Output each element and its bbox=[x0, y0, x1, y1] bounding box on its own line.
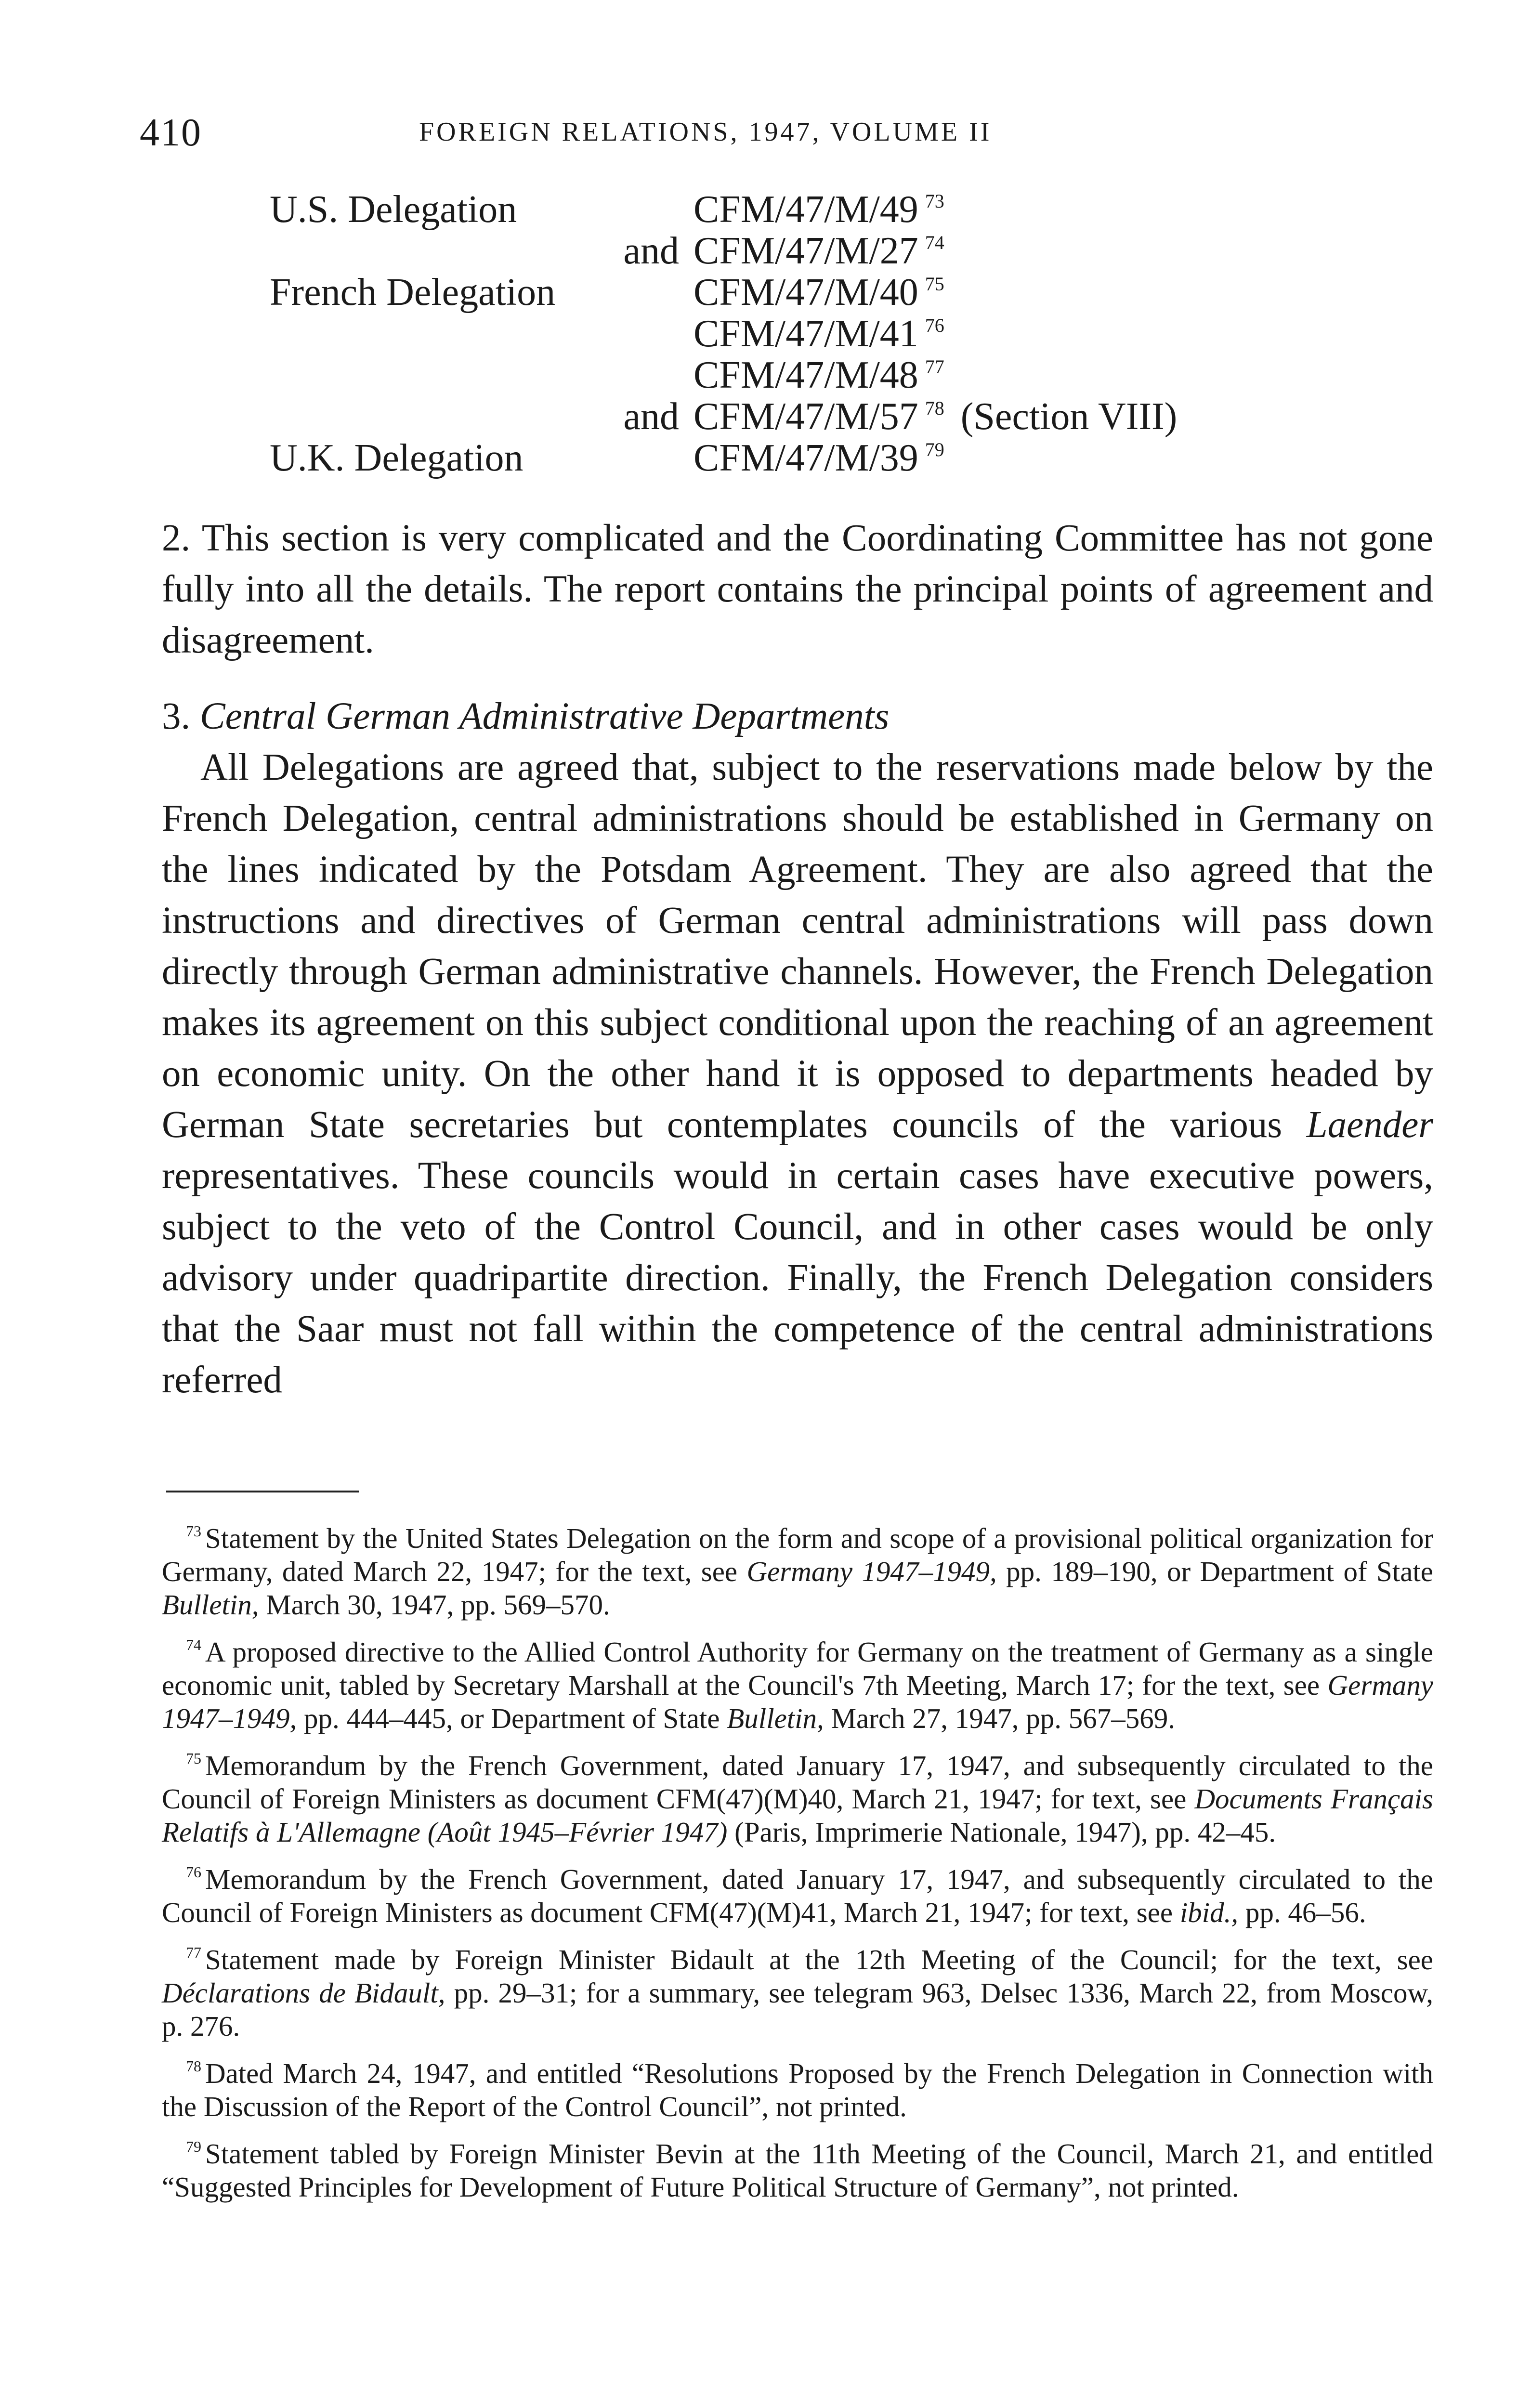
paragraph-3-part-b: representatives. These councils would in certain cases have executive powers, subject to the veto of the Control Council, and in other cases would be only advisory under quadripartite direction. Finally, the French Delegation considers that the Saar must not fall within the competence of the central administrations referred bbox=[162, 1155, 1433, 1401]
section-3-title: Central German Administrative Departments bbox=[200, 695, 890, 737]
section-3 bbox=[162, 691, 1433, 1406]
document-code: CFM/47/M/27 bbox=[694, 230, 918, 272]
page-number: 410 bbox=[140, 110, 202, 154]
footnote-text: March 27, 1947, pp. 567–569. bbox=[831, 1702, 1176, 1734]
document-code: CFM/47/M/48 bbox=[694, 354, 918, 396]
reference-row bbox=[144, 353, 1445, 395]
reference-row bbox=[144, 312, 1445, 353]
footnote-text: pp. 189–190, or Department of State bbox=[1006, 1556, 1433, 1587]
reference-document bbox=[694, 436, 944, 480]
footnote-marker: 79 bbox=[925, 439, 944, 460]
footnote-citation: Germany 1947–1949, bbox=[746, 1556, 997, 1587]
paragraph-3 bbox=[162, 742, 1433, 1406]
footnote-text: Dated March 24, 1947, and entitled “Resolutions Proposed by the French Delegation in Connection with the Discussion of the Report of the Control Council”, not printed. bbox=[162, 2057, 1433, 2122]
footnote-number: 78 bbox=[186, 2057, 201, 2075]
footnote-text: pp. 46–56. bbox=[1245, 1897, 1366, 1928]
reference-document bbox=[694, 188, 944, 232]
footnote-78 bbox=[162, 2050, 1433, 2123]
footnote-74 bbox=[162, 1628, 1433, 1735]
footnote-text: pp. 444–445, or Department of State bbox=[304, 1702, 720, 1734]
reference-note: (Section VIII) bbox=[960, 395, 1178, 438]
document-code: CFM/47/M/49 bbox=[694, 188, 918, 231]
footnote-marker: 75 bbox=[925, 273, 944, 295]
footnote-marker: 76 bbox=[925, 314, 944, 336]
footnote-marker: 74 bbox=[925, 232, 944, 253]
footnote-number: 79 bbox=[186, 2138, 201, 2155]
section-3-heading bbox=[162, 691, 1433, 742]
footnote-divider bbox=[166, 1491, 359, 1492]
running-head: FOREIGN RELATIONS, 1947, VOLUME II bbox=[419, 117, 992, 147]
footnote-73 bbox=[162, 1515, 1433, 1622]
reference-document bbox=[694, 312, 944, 356]
page-header bbox=[140, 110, 1440, 158]
footnote-text: (Paris, Imprimerie Nationale, 1947), pp. 42–45. bbox=[734, 1816, 1276, 1848]
reference-party: and bbox=[623, 230, 679, 272]
footnote-77 bbox=[162, 1936, 1433, 2043]
footnote-citation: Bulletin, bbox=[162, 1589, 259, 1621]
document-code: CFM/47/M/57 bbox=[694, 395, 918, 438]
reference-party: and bbox=[623, 395, 679, 438]
reference-document bbox=[694, 271, 944, 314]
reference-row bbox=[144, 188, 1445, 229]
paragraph-2: 2. This section is very complicated and the Coordinating Committee has not gone fully into all the details. The report contains the principal points of agreement and disagreement. bbox=[162, 517, 1433, 661]
reference-document bbox=[694, 229, 944, 273]
footnote-number: 77 bbox=[186, 1944, 201, 1961]
footnote-text: Statement by the United States Delegation on the form and scope of a provisional political organization for Germany, dated March 22, 1947; for the text, see bbox=[162, 1522, 1433, 1587]
footnote-text: March 30, 1947, pp. 569–570. bbox=[266, 1589, 610, 1621]
footnote-marker: 78 bbox=[925, 397, 944, 419]
footnote-text: pp. 29–31; for a summary, see telegram 963, Delsec 1336, March 22, from Moscow, p. 276. bbox=[162, 1977, 1434, 2042]
footnote-citation: Germany 1947–1949, bbox=[162, 1669, 1433, 1734]
footnote-text: Memorandum by the French Government, dated January 17, 1947, and subsequently circulated to the Council of Foreign Ministers as document CFM(47)(M)41, March 21, 1947; for text, see bbox=[162, 1863, 1433, 1928]
footnote-number: 76 bbox=[186, 1863, 201, 1881]
footnote-citation: Documents Français Relatifs à L'Allemagne (Août 1945–Février 1947) bbox=[162, 1783, 1434, 1848]
reference-row bbox=[144, 436, 1445, 478]
footnote-79 bbox=[162, 2130, 1433, 2204]
footnote-text: Memorandum by the French Government, dated January 17, 1947, and subsequently circulated to the Council of Foreign Ministers as document CFM(47)(M)40, March 21, 1947; for text, see bbox=[162, 1750, 1433, 1815]
footnote-number: 73 bbox=[186, 1522, 201, 1540]
section-3-number: 3. bbox=[162, 695, 191, 737]
footnote-marker: 73 bbox=[925, 190, 944, 212]
reference-party: U.S. Delegation bbox=[270, 188, 517, 231]
reference-row bbox=[144, 229, 1445, 271]
reference-document bbox=[694, 395, 1177, 439]
footnote-76 bbox=[162, 1856, 1433, 1929]
footnote-75 bbox=[162, 1742, 1433, 1849]
reference-party: French Delegation bbox=[270, 271, 556, 314]
laender-term: Laender bbox=[1306, 1104, 1433, 1146]
document-code: CFM/47/M/40 bbox=[694, 271, 918, 314]
document-code: CFM/47/M/39 bbox=[694, 437, 918, 479]
document-code: CFM/47/M/41 bbox=[694, 313, 918, 355]
footnote-text: Statement tabled by Foreign Minister Bevin at the 11th Meeting of the Council, March 21, and entitled “Suggested Principles for Development of Future Political Structure of Germany”, not printed. bbox=[162, 2138, 1433, 2203]
reference-row bbox=[144, 395, 1445, 436]
footnote-text: A proposed directive to the Allied Control Authority for Germany on the treatment of Germany as a single economic unit, tabled by Secretary Marshall at the Council's 7th Meeting, March 17; for the text, see bbox=[162, 1636, 1433, 1701]
footnote-number: 74 bbox=[186, 1636, 201, 1653]
footnote-citation: Bulletin, bbox=[727, 1702, 824, 1734]
body-text bbox=[162, 513, 1433, 666]
reference-document bbox=[694, 353, 944, 397]
reference-table bbox=[144, 188, 1445, 478]
reference-party: U.K. Delegation bbox=[270, 437, 523, 479]
footnotes bbox=[162, 1515, 1433, 2211]
paragraph-3-part-a: All Delegations are agreed that, subject to the reservations made below by the French Delegation, central administrations should be established in Germany on the lines indicated by the Potsdam Agreement. They are also agreed that the instructions and directives of German central administrations will pass down directly through German administrative channels. However, the French Delegation makes its agreement on this subject conditional upon the reaching of an agreement on economic unity. On the other hand it is opposed to departments headed by German State secretaries but contemplates councils of the various bbox=[162, 746, 1433, 1146]
footnote-text: Statement made by Foreign Minister Bidault at the 12th Meeting of the Council; for the text, see bbox=[205, 1944, 1433, 1976]
footnote-citation: ibid., bbox=[1179, 1897, 1239, 1928]
footnote-marker: 77 bbox=[925, 356, 944, 378]
footnote-number: 75 bbox=[186, 1750, 201, 1767]
footnote-citation: Déclarations de Bidault, bbox=[162, 1977, 445, 2009]
reference-row bbox=[144, 271, 1445, 312]
